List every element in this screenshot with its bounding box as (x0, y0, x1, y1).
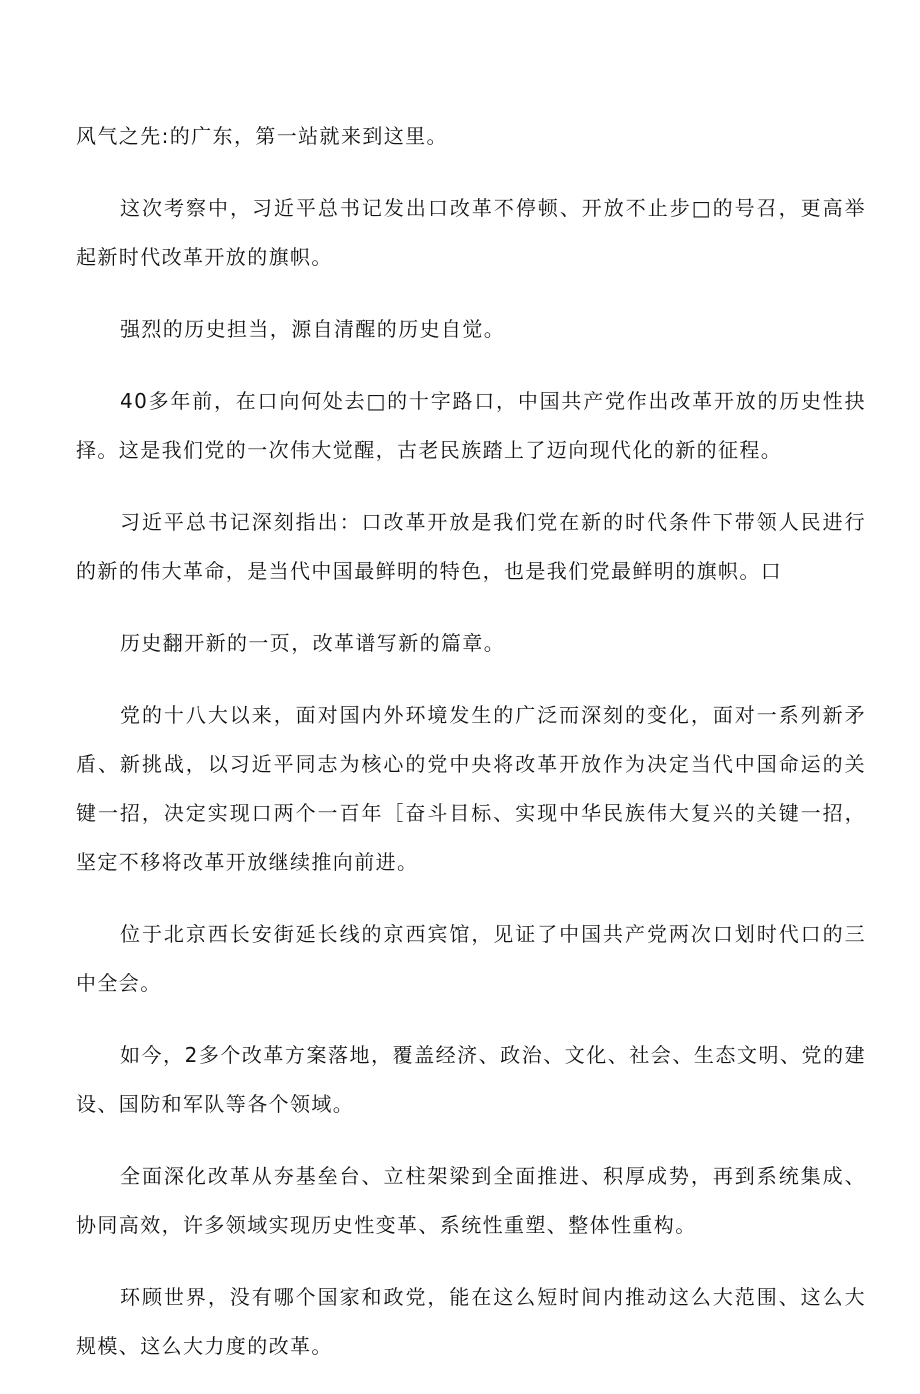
paragraph: 习近平总书记深刻指出：口改革开放是我们党在新的时代条件下带领人民进行的新的伟大革命，是当代中国最鲜明的特色，也是我们党最鲜明的旗帜。口 (76, 510, 866, 583)
paragraph: 强烈的历史担当，源自清醒的历史自觉。 (120, 317, 506, 341)
paragraph: 党的十八大以来，面对国内外环境发生的广泛而深刻的变化，面对一系列新矛盾、新挑战，以习近平同志为核心的党中央将改革开放作为决定当代中国命运的关键一招，决定实现口两个一百年［奋斗目标、实现中华民族伟大复兴的关键一招，坚定不移将改革开放继续推向前进。 (76, 703, 866, 874)
paragraph: 如今，2多个改革方案落地，覆盖经济、政治、文化、社会、生态文明、党的建设、国防和军队等各个领域。 (76, 1043, 866, 1116)
paragraph: 这次考察中，习近平总书记发出口改革不停顿、开放不止步□的号召，更高举起新时代改革开放的旗帜。 (76, 196, 866, 269)
document-page (76, 112, 866, 1394)
paragraph-continuation: 风气之先:的广东，第一站就来到这里。 (76, 124, 448, 148)
paragraph: 环顾世界，没有哪个国家和政党，能在这么短时间内推动这么大范围、这么大规模、这么大力度的改革。 (76, 1285, 866, 1358)
paragraph: 历史翻开新的一页，改革谱写新的篇章。 (120, 631, 506, 655)
paragraph: 位于北京西长安街延长线的京西宾馆，见证了中国共产党两次口划时代口的三中全会。 (76, 922, 866, 995)
paragraph: 40多年前，在口向何处去□的十字路口，中国共产党作出改革开放的历史性抉择。这是我们党的一次伟大觉醒，古老民族踏上了迈向现代化的新的征程。 (76, 389, 866, 462)
paragraph: 全面深化改革从夯基垒台、立柱架梁到全面推进、积厚成势，再到系统集成、协同高效，许多领域实现历史性变革、系统性重塑、整体性重构。 (76, 1164, 866, 1237)
